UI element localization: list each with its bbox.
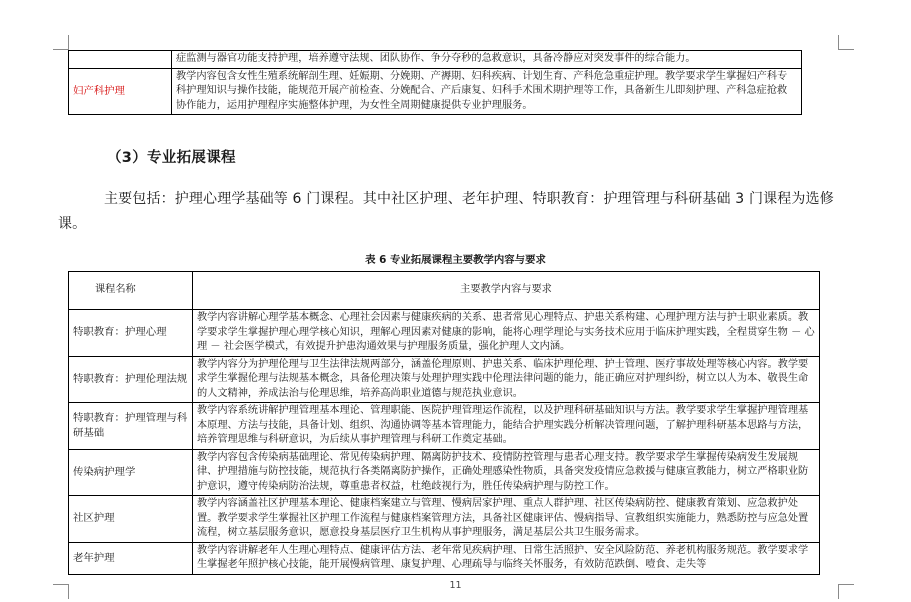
course-name-cell: 老年护理	[69, 542, 193, 574]
course-name-cell: 特职教育：护理伦理法规	[69, 356, 193, 403]
course-name-cell	[69, 51, 172, 69]
table-row	[69, 68, 802, 115]
course-content-cell: 教学内容包含传染病基础理论、常见传染病护理、隔离防护技术、疫情防控管理与患者心理支持。教学要求学生掌握传染病发生发展规律、护理措施与防控技能，规范执行各类隔离防护操作，正确处理感染性物质，具备突发疫情应急救援与健康宣教能力，树立严格职业防护意识，遵守传染病防治法规，尊重患者权益，杜绝歧视行为，胜任传染病护理与防控工作。	[193, 449, 820, 496]
table-row	[69, 449, 820, 496]
table-caption: 表 6 专业拓展课程主要教学内容与要求	[365, 254, 546, 266]
crop-mark	[838, 35, 839, 50]
table-row	[69, 51, 802, 69]
section-heading: （3）专业拓展课程	[107, 150, 236, 166]
top-course-table	[68, 50, 802, 115]
body-paragraph: 主要包括：护理心理学基础等 6 门课程。其中社区护理、老年护理、特职教育：护理管理与科研基础 3 门课程为选修课。	[58, 191, 834, 232]
course-content-cell: 教学内容涵盖社区护理基本理论、健康档案建立与管理、慢病居家护理、重点人群护理、社区传染病防控、健康教育策划、应急救护处置。教学要求学生掌握社区护理工作流程与健康档案管理方法，具备社区健康评估、慢病指导、宣教组织实施能力，熟悉防控与应急处置流程，树立基层服务意识，愿意投身基层医疗卫生机构从事护理服务，满足基层公共卫生服务需求。	[193, 496, 820, 543]
course-name-cell: 传染病护理学	[69, 449, 193, 496]
table-row	[69, 403, 820, 450]
course-table	[68, 271, 820, 575]
course-content-cell: 教学内容讲解老年人生理心理特点、健康评估方法、老年常见疾病护理、日常生活照护、安全风险防范、养老机构服务规范。教学要求学生掌握老年照护核心技能，能开展慢病管理、康复护理、心理疏导与临终关怀服务，有效防范跌倒、噎食、走失等	[193, 542, 820, 574]
crop-mark	[53, 49, 68, 50]
column-header: 课程名称	[69, 272, 193, 310]
table-row	[69, 356, 820, 403]
course-name-cell: 特职教育：护理管理与科研基础	[69, 403, 193, 450]
course-content-cell: 教学内容系统讲解护理管理基本理论、管理职能、医院护理管理运作流程，以及护理科研基础知识与方法。教学要求学生掌握护理管理基本原理、方法与技能，具备计划、组织、沟通协调等基本管理能力，能结合护理实践分析解决管理问题，了解护理科研基本思路与方法，培养管理思维与科研意识，为后续从事护理管理与科研工作奠定基础。	[193, 403, 820, 450]
course-name-cell: 妇产科护理	[69, 68, 172, 115]
course-name-cell: 特职教育：护理心理	[69, 310, 193, 357]
course-name-cell: 社区护理	[69, 496, 193, 543]
column-header: 主要教学内容与要求	[193, 272, 820, 310]
crop-mark	[68, 35, 69, 50]
table-row	[69, 310, 820, 357]
course-content-cell: 教学内容包含女性生殖系统解剖生理、妊娠期、分娩期、产褥期、妇科疾病、计划生育、产科危急重症护理。教学要求学生掌握妇产科专科护理知识与操作技能，能规范开展产前检查、分娩配合、产后康复、妇科手术围术期护理等工作，具备新生儿即刻护理、产科急症抢救协作能力，运用护理程序实施整体护理，为女性全周期健康提供专业护理服务。	[172, 68, 802, 115]
course-content-cell: 症监测与器官功能支持护理，培养遵守法规、团队协作、争分夺秒的急救意识，具备冷静应对突发事件的综合能力。	[172, 51, 802, 69]
page-number: 11	[449, 580, 462, 591]
table-row	[69, 496, 820, 543]
course-content-cell: 教学内容分为护理伦理与卫生法律法规两部分，涵盖伦理原则、护患关系、临床护理伦理、护士管理、医疗事故处理等核心内容。教学要求学生掌握伦理与法规基本概念，具备伦理决策与处理护理实践中伦理法律问题的能力，能正确应对护理纠纷，树立以人为本、敬畏生命的人文精神，养成法治与伦理思维，培养高尚职业道德与规范执业意识。	[193, 356, 820, 403]
course-content-cell: 教学内容讲解心理学基本概念、心理社会因素与健康疾病的关系、患者常见心理特点、护患关系构建、心理护理方法与护士职业素质。教学要求学生掌握护理心理学核心知识，理解心理因素对健康的影响，能将心理学理论与实务技术应用于临床护理实践，全程贯穿生物 － 心理 － 社会医学模式，有效提升护患沟通效果与护理服务质量，强化护理人文内涵。	[193, 310, 820, 357]
table-header-row	[69, 272, 820, 310]
crop-mark	[839, 49, 854, 50]
table-row	[69, 542, 820, 574]
